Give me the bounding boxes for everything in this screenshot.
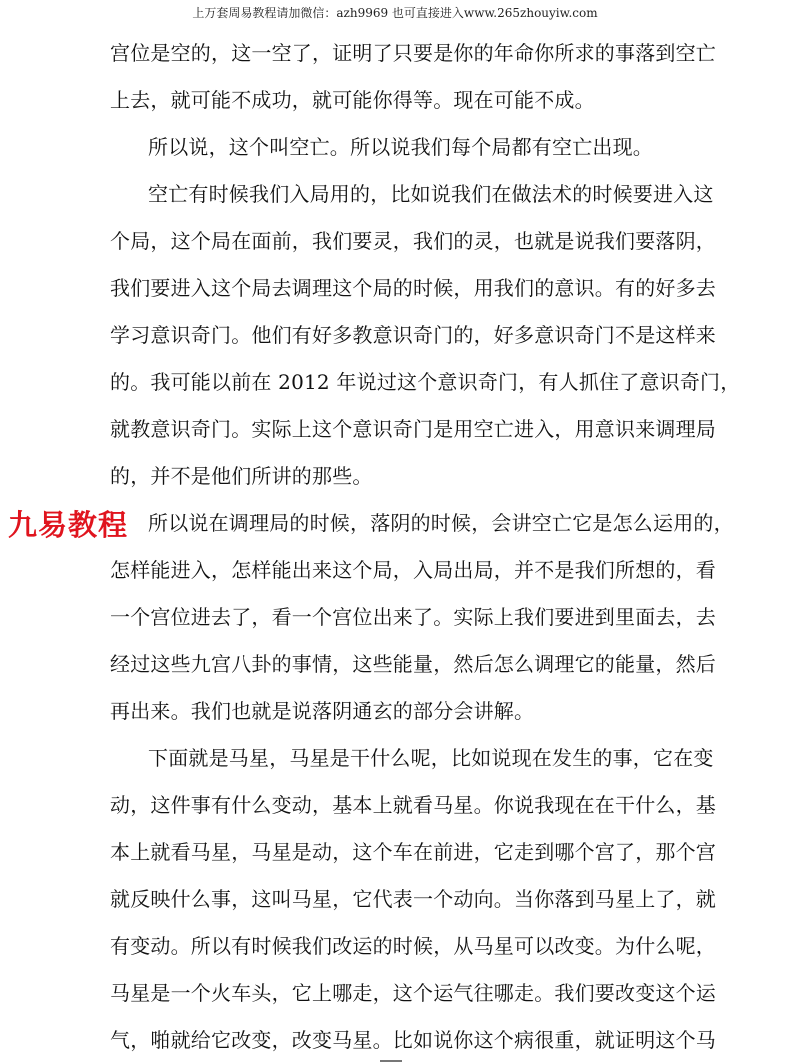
page-number-fragment — [380, 1054, 410, 1063]
text-line: 气，啪就给它改变，改变马星。比如说你这个病很重，就证明这个马 — [110, 1028, 716, 1052]
text-line: 动，这件事有什么变动，基本上就看马星。你说我现在在干什么，基 — [110, 793, 716, 817]
text-line: 就反映什么事，这叫马星，它代表一个动向。当你落到马星上了，就 — [110, 887, 716, 911]
text-line: 的，并不是他们所讲的那些。 — [110, 464, 373, 488]
text-line: 个局，这个局在面前，我们要灵，我们的灵，也就是说我们要落阴， — [110, 229, 716, 253]
text-line: 一个宫位进去了，看一个宫位出来了。实际上我们要进到里面去，去 — [110, 605, 716, 629]
text-line: 就教意识奇门。实际上这个意识奇门是用空亡进入，用意识来调理局 — [110, 417, 716, 441]
text-line: 所以说，这个叫空亡。所以说我们每个局都有空亡出现。 — [148, 135, 653, 159]
text-line: 宫位是空的，这一空了，证明了只要是你的年命你所求的事落到空亡 — [110, 41, 716, 65]
text-line: 上去，就可能不成功，就可能你得等。现在可能不成。 — [110, 88, 595, 112]
page-header: 上万套周易教程请加微信：azh9969 也可直接进入www.265zhouyiw.com — [192, 6, 598, 20]
text-line: 经过这些九宫八卦的事情，这些能量，然后怎么调理它的能量，然后 — [110, 652, 716, 676]
text-line: 空亡有时候我们入局用的，比如说我们在做法术的时候要进入这 — [148, 182, 714, 206]
text-line: 学习意识奇门。他们有好多教意识奇门的，好多意识奇门不是这样来 — [110, 323, 716, 347]
text-line: 本上就看马星，马星是动，这个车在前进，它走到哪个宫了，那个宫 — [110, 840, 716, 864]
text-line: 怎样能进入，怎样能出来这个局，入局出局，并不是我们所想的，看 — [110, 558, 716, 582]
text-line: 马星是一个火车头，它上哪走，这个运气往哪走。我们要改变这个运 — [110, 981, 716, 1005]
text-line: 的。我可能以前在 2012 年说过这个意识奇门，有人抓住了意识奇门， — [110, 370, 741, 394]
text-line: 有变动。所以有时候我们改运的时候，从马星可以改变。为什么呢， — [110, 934, 716, 958]
watermark-logo: 九易教程 — [8, 508, 129, 542]
text-line: 我们要进入这个局去调理这个局的时候，用我们的意识。有的好多去 — [110, 276, 716, 300]
text-line: 所以说在调理局的时候，落阴的时候，会讲空亡它是怎么运用的， — [148, 511, 734, 535]
text-line: 再出来。我们也就是说落阴通玄的部分会讲解。 — [110, 699, 535, 723]
body-text — [110, 30, 741, 1064]
text-line: 下面就是马星，马星是干什么呢，比如说现在发生的事，它在变 — [148, 746, 714, 770]
